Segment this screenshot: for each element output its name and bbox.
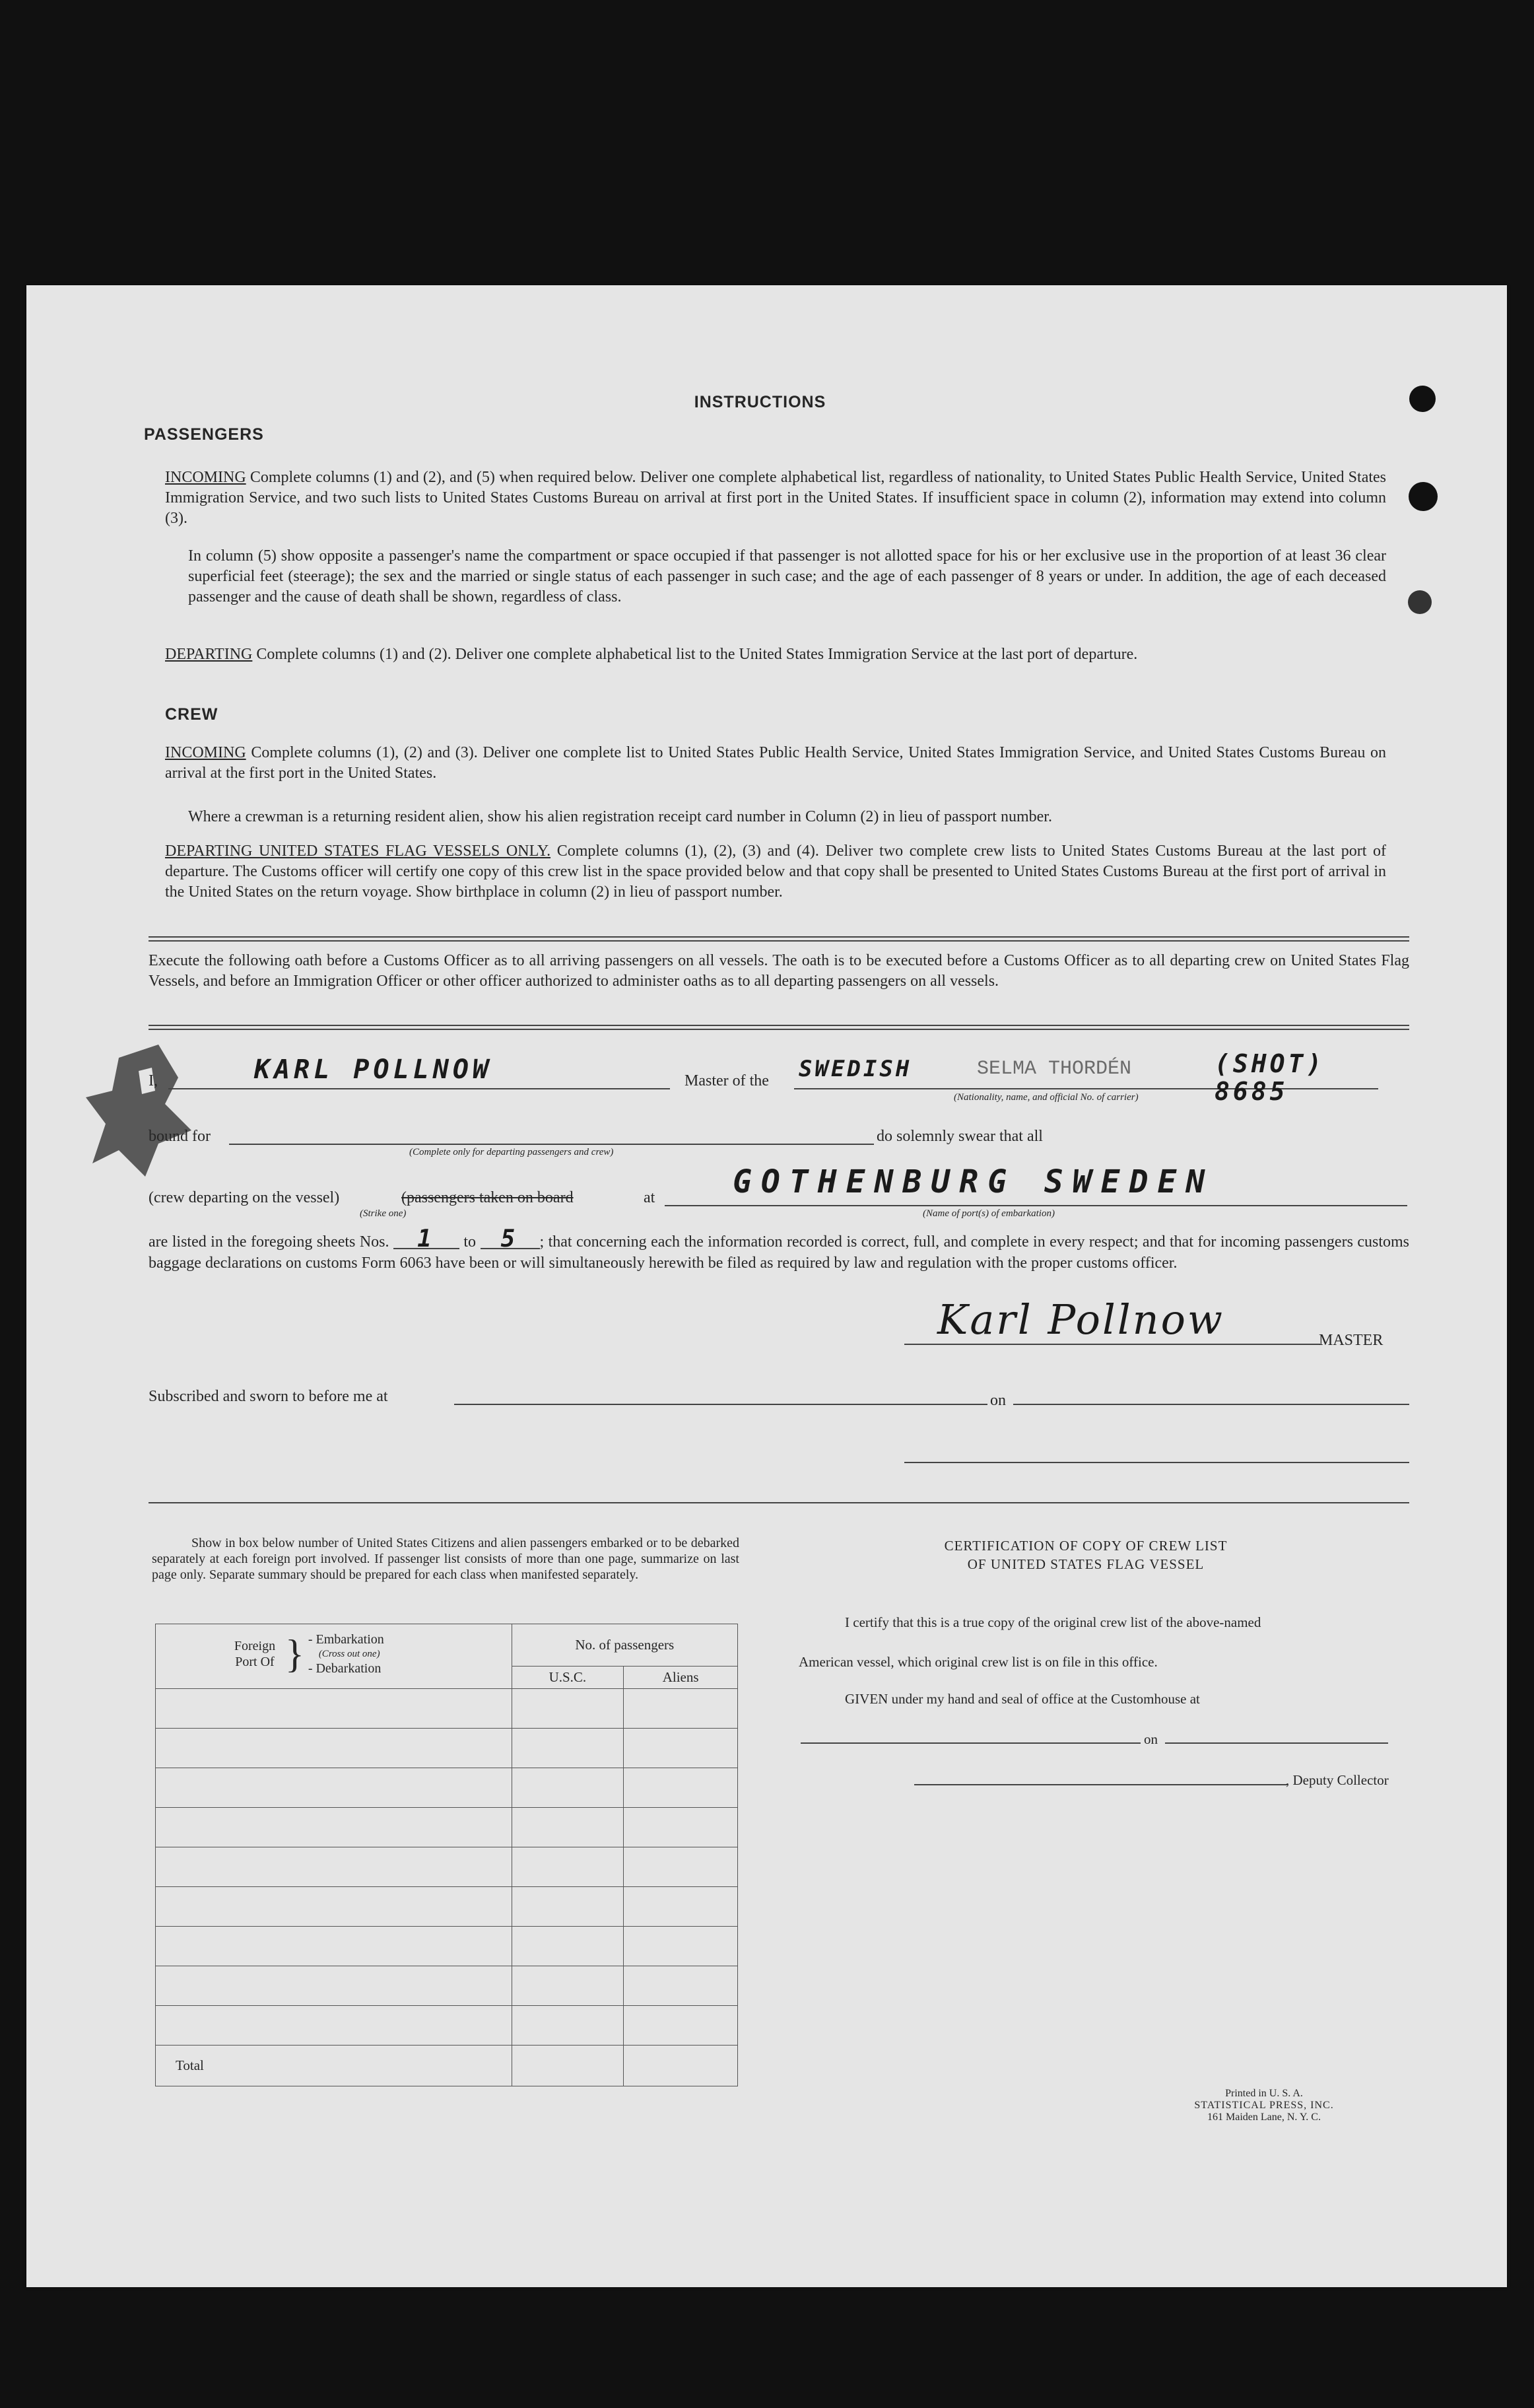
official-number-field[interactable]: (SHOT) 8685 <box>1215 1049 1325 1106</box>
passengers-incoming-text: Complete columns (1) and (2), and (5) when required below. Deliver one complete alphabetical list, regardless of nationality, to United States Public Health Service, United States Immigration Service, and two such lists to United States Customs Bureau on arrival at first port in the United States. If insufficient space in column (2), information may extend into column (3). <box>165 469 1387 527</box>
passengers-option-struck: (passengers taken on board <box>401 1189 574 1206</box>
ink-smudge <box>79 1031 211 1190</box>
embarkation-label: - Embarkation <box>308 1632 384 1647</box>
certification-title-line2: OF UNITED STATES FLAG VESSEL <box>967 1556 1205 1572</box>
port-caption: (Name of port(s) of embarkation) <box>923 1208 1055 1219</box>
punch-hole <box>1408 590 1432 614</box>
certification-given: GIVEN under my hand and seal of office at the Customhouse at <box>845 1691 1200 1707</box>
crew-incoming-paragraph <box>165 743 1386 784</box>
usc-cell[interactable] <box>512 1768 624 1808</box>
usc-cell[interactable] <box>512 1689 624 1729</box>
passengers-incoming-paragraph <box>165 467 1386 529</box>
instructions-title: INSTRUCTIONS <box>694 393 826 411</box>
sheet-to-field[interactable]: 5 <box>481 1231 540 1249</box>
crew-incoming-label: INCOMING <box>165 744 246 761</box>
port-cell[interactable] <box>156 1847 512 1887</box>
master-name-line <box>168 1088 670 1089</box>
cross-out-label: (Cross out one) <box>318 1649 380 1659</box>
port-cell[interactable] <box>156 1689 512 1729</box>
nationality-field[interactable]: SWEDISH <box>799 1056 912 1082</box>
form-sheet <box>26 285 1507 2287</box>
port-header-cell <box>156 1624 512 1689</box>
aliens-cell[interactable] <box>624 1768 738 1808</box>
crew-departing-label: DEPARTING UNITED STATES FLAG VESSELS ONLY. <box>165 843 551 860</box>
aliens-cell[interactable] <box>624 1808 738 1847</box>
certification-title <box>785 1536 1386 1573</box>
sheet-from-field[interactable]: 1 <box>393 1231 459 1249</box>
customhouse-line[interactable] <box>801 1742 1141 1744</box>
certification-date-line[interactable] <box>1165 1742 1388 1744</box>
bound-for-caption: (Complete only for departing passengers and crew) <box>409 1147 614 1157</box>
brace: } <box>285 1632 304 1676</box>
port-of-embarkation-field[interactable]: GOTHENBURG SWEDEN <box>733 1163 1215 1200</box>
crew-departing-paragraph <box>165 841 1386 903</box>
subscribed-label: Subscribed and sworn to before me at <box>149 1388 388 1405</box>
crew-departing-text: Complete columns (1), (2), (3) and (4). Deliver two complete crew lists to United States Customs Bureau at the last port of departure. The Customs officer will certify one copy of this crew list in the space provided below and that copy shall be presented to United States Customs Bureau at the first port of arrival in the United States on the return voyage. Show birthplace in column (2) in lieu of passport number. <box>165 843 1387 901</box>
usc-cell[interactable] <box>512 1729 624 1768</box>
subscribed-on-label: on <box>990 1392 1006 1409</box>
vessel-caption: (Nationality, name, and official No. of carrier) <box>954 1092 1139 1103</box>
summary-instructions: Show in box below number of United States Citizens and alien passengers embarked or to be debarked separately at each foreign port involved. If passenger list consists of more than one page, summarize on last page only. Separate summary should be prepared for each class when manifested separately. <box>152 1536 739 1582</box>
sheets-suffix: ; that concerning each the information recorded is correct, full, and complete in every respect; and that for incoming passengers customs baggage declarations on customs Form 6063 have been or will simultaneously herewith be filed as required by law and regulation with the proper customs officer. <box>149 1233 1410 1272</box>
column5-paragraph: In column (5) show opposite a passenger's name the compartment or space occupied if that passenger is not allotted space for his or her exclusive use in the proportion of at least 36 clear superficial feet (steerage); the sex and the married or single status of each passenger in such case; and the age of each passenger of 8 years or under. In addition, the age of each deceased passenger and the cause of death shall be shown, regardless of class. <box>188 547 1386 605</box>
officer-signature-line[interactable] <box>904 1462 1409 1463</box>
foreign-port-label: Foreign Port Of <box>234 1639 276 1669</box>
port-cell[interactable] <box>156 1966 512 2006</box>
aliens-total-cell[interactable] <box>624 2046 738 2086</box>
punch-hole <box>1409 482 1438 511</box>
aliens-cell[interactable] <box>624 1689 738 1729</box>
passengers-departing-text: Complete columns (1) and (2). Deliver one complete alphabetical list to the United States Immigration Service at the last port of departure. <box>256 646 1138 663</box>
printer-line1: Printed in U. S. A. <box>1225 2088 1303 2099</box>
to-label: to <box>463 1233 477 1251</box>
subscribed-on-line[interactable] <box>1013 1404 1409 1405</box>
port-cell[interactable] <box>156 1768 512 1808</box>
usc-total-cell[interactable] <box>512 2046 624 2086</box>
at-label: at <box>644 1189 655 1206</box>
printer-line2: STATISTICAL PRESS, INC. <box>1194 2100 1334 2111</box>
certification-on-label: on <box>1144 1731 1158 1747</box>
master-label: MASTER <box>1319 1332 1384 1349</box>
master-name-field[interactable]: KARL POLLNOW <box>254 1054 492 1085</box>
certification-title-line1: CERTIFICATION OF COPY OF CREW LIST <box>944 1538 1228 1554</box>
divider <box>149 936 1409 942</box>
divider <box>149 1502 1409 1503</box>
aliens-cell[interactable] <box>624 1887 738 1927</box>
usc-header: U.S.C. <box>512 1667 624 1689</box>
usc-cell[interactable] <box>512 1808 624 1847</box>
sheets-paragraph <box>149 1225 1410 1274</box>
oath-i-label: I, <box>149 1072 158 1089</box>
usc-cell[interactable] <box>512 1847 624 1887</box>
divider <box>149 1025 1409 1030</box>
port-cell[interactable] <box>156 1808 512 1847</box>
usc-cell[interactable] <box>512 1966 624 2006</box>
crew-incoming-text: Complete columns (1), (2) and (3). Deliver one complete list to United States Public Health Service, United States Immigration Service, and United States Customs Bureau on arrival at the first port in the United States. <box>165 744 1387 782</box>
aliens-cell[interactable] <box>624 1927 738 1966</box>
port-cell[interactable] <box>156 1927 512 1966</box>
aliens-cell[interactable] <box>624 1847 738 1887</box>
vessel-name-stamp[interactable]: SELMA THORDÉN <box>977 1058 1132 1080</box>
sheets-prefix: are listed in the foregoing sheets Nos. <box>149 1233 389 1251</box>
printer-imprint <box>1155 2088 1373 2123</box>
passengers-heading: PASSENGERS <box>144 425 264 444</box>
deputy-collector-label: , Deputy Collector <box>1286 1772 1389 1788</box>
oath-intro: Execute the following oath before a Customs Officer as to all arriving passengers on all vessels. The oath is to be executed before a Customs Officer as to all departing crew on United States Flag Vessels, and before an Immigration Officer or other officer authorized to administer oaths as to all departing passengers on all vessels. <box>149 952 1409 990</box>
printer-line3: 161 Maiden Lane, N. Y. C. <box>1207 2112 1321 2123</box>
port-cell[interactable] <box>156 2006 512 2046</box>
swear-label: do solemnly swear that all <box>877 1128 1043 1145</box>
usc-cell[interactable] <box>512 1887 624 1927</box>
aliens-cell[interactable] <box>624 1966 738 2006</box>
passengers-departing-paragraph <box>165 644 1386 665</box>
crew-departing-option: (crew departing on the vessel) <box>149 1189 340 1206</box>
port-line <box>665 1205 1407 1206</box>
master-signature[interactable]: Karl Pollnow <box>937 1295 1224 1344</box>
certification-line2: American vessel, which original crew list is on file in this office. <box>799 1654 1158 1670</box>
total-label: Total <box>156 2046 512 2086</box>
no-of-passengers-header: No. of passengers <box>512 1624 737 1667</box>
port-cell[interactable] <box>156 1729 512 1768</box>
aliens-cell[interactable] <box>624 2006 738 2046</box>
deputy-signature-line[interactable] <box>914 1784 1287 1785</box>
port-cell[interactable] <box>156 1887 512 1927</box>
bound-for-line[interactable] <box>229 1144 874 1145</box>
passengers-departing-label: DEPARTING <box>165 646 253 663</box>
strike-caption: (Strike one) <box>360 1208 407 1219</box>
aliens-cell[interactable] <box>624 1729 738 1768</box>
master-of-label: Master of the <box>684 1072 769 1089</box>
certification-line1: I certify that this is a true copy of the original crew list of the above-named <box>845 1614 1261 1630</box>
passenger-summary-table <box>155 1624 738 2086</box>
passengers-incoming-label: INCOMING <box>165 469 246 486</box>
signature-line <box>904 1344 1320 1345</box>
crew-resident-paragraph: Where a crewman is a returning resident alien, show his alien registration receipt card number in Column (2) in lieu of passport number. <box>188 808 1052 825</box>
subscribed-at-line[interactable] <box>454 1404 987 1405</box>
aliens-header: Aliens <box>624 1667 738 1689</box>
bound-for-label: bound for <box>149 1128 211 1145</box>
usc-cell[interactable] <box>512 2006 624 2046</box>
crew-heading: CREW <box>165 705 218 724</box>
debarkation-label: - Debarkation <box>308 1661 382 1676</box>
usc-cell[interactable] <box>512 1927 624 1966</box>
